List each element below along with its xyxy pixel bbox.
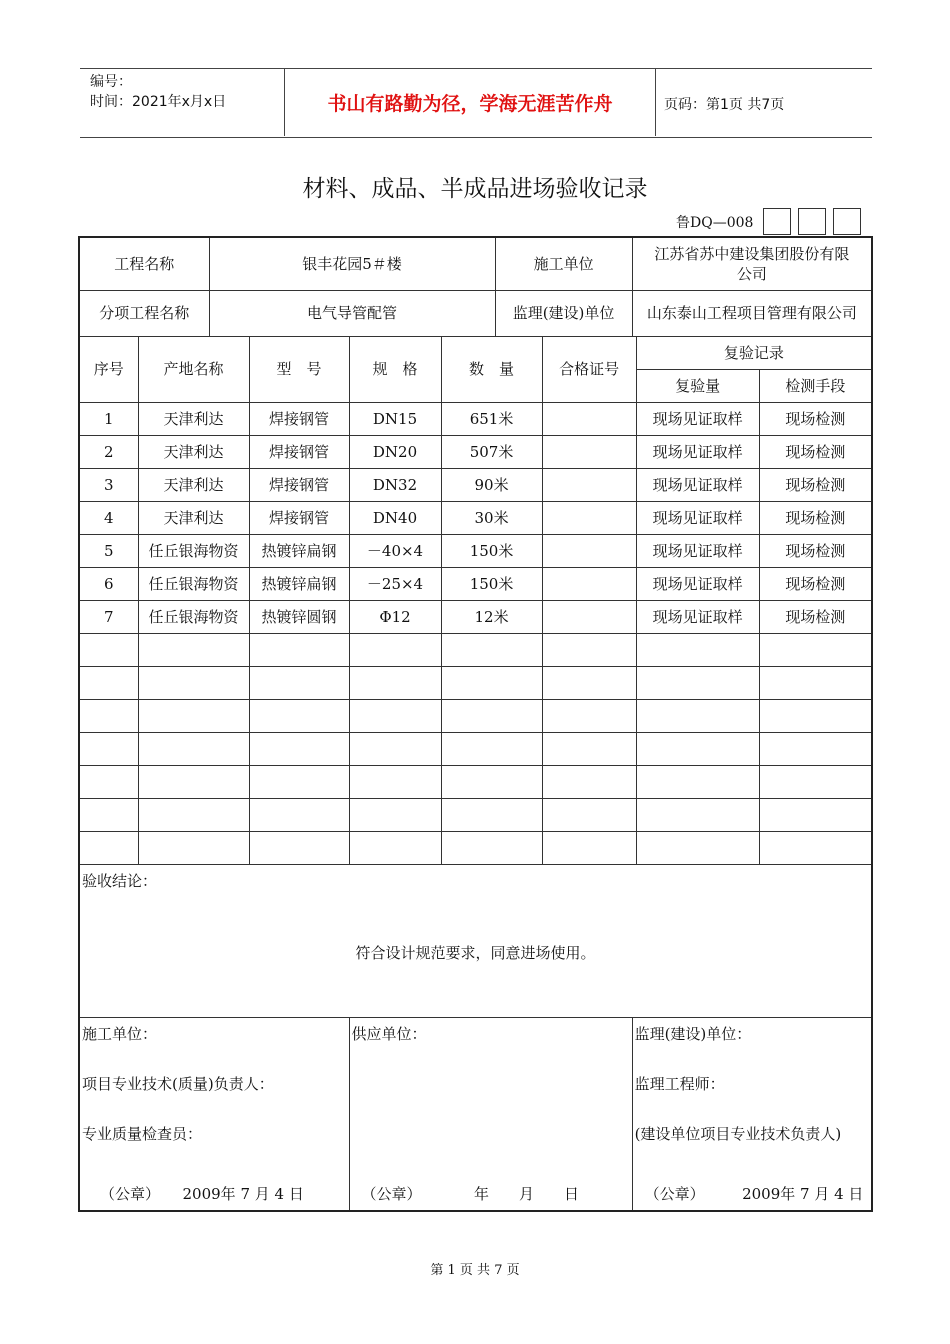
page-footer: 第 1 页 共 7 页 <box>430 1263 520 1278</box>
cell-spec: DN20 <box>349 435 441 468</box>
cell-seq: 6 <box>79 567 138 600</box>
cell-qty: 150米 <box>441 534 542 567</box>
cell-model: 热镀锌圆钢 <box>249 600 349 633</box>
column-header-row-1 <box>79 336 872 369</box>
cell-model: 热镀锌扁钢 <box>249 567 349 600</box>
empty-row <box>79 699 872 732</box>
cell-origin: 天津利达 <box>138 402 249 435</box>
contractor-value: 江苏省苏中建设集团股份有限公司 <box>632 237 872 290</box>
cell-recheck-qty: 现场见证取样 <box>636 567 759 600</box>
supervisor-signature <box>632 1017 872 1211</box>
cell-method: 现场检测 <box>759 435 872 468</box>
cell-qty: 507米 <box>441 435 542 468</box>
code-box-3 <box>833 208 861 235</box>
cell-cert <box>542 501 636 534</box>
cell-method: 现场检测 <box>759 534 872 567</box>
cell-origin: 任丘银海物资 <box>138 534 249 567</box>
empty-row <box>79 765 872 798</box>
empty-row <box>79 633 872 666</box>
number-label: 编号： <box>90 74 132 90</box>
supervisor-seal: （公章） 2009年 7 月 4 日 <box>644 1184 864 1203</box>
cell-cert <box>542 402 636 435</box>
table-row <box>79 534 872 567</box>
project-name-label: 工程名称 <box>79 237 209 290</box>
cell-method: 现场检测 <box>759 501 872 534</box>
acceptance-table <box>78 236 873 1212</box>
cell-origin: 天津利达 <box>138 501 249 534</box>
time-label: 时间：2021年x月x日 <box>90 94 227 110</box>
contractor-signature <box>79 1017 349 1211</box>
supervisor-sig-line2: (建设单位项目专业技术负责人) <box>634 1124 842 1143</box>
empty-row <box>79 831 872 864</box>
cell-cert <box>542 435 636 468</box>
contractor-sig-line1: 项目专业技术(质量)负责人： <box>82 1074 274 1093</box>
col-seq: 序号 <box>79 336 138 402</box>
header-page-label: 页码：第1页 共7页 <box>664 97 785 113</box>
supervisor-sig-title: 监理(建设)单位： <box>634 1024 752 1043</box>
cell-cert <box>542 534 636 567</box>
table-row <box>79 501 872 534</box>
cell-model: 焊接钢管 <box>249 435 349 468</box>
cell-seq: 1 <box>79 402 138 435</box>
cell-method: 现场检测 <box>759 567 872 600</box>
cell-qty: 90米 <box>441 468 542 501</box>
cell-cert <box>542 567 636 600</box>
cell-recheck-qty: 现场见证取样 <box>636 534 759 567</box>
cell-spec: －25×4 <box>349 567 441 600</box>
table-row <box>79 567 872 600</box>
cell-recheck-qty: 现场见证取样 <box>636 600 759 633</box>
col-origin: 产地名称 <box>138 336 249 402</box>
cell-model: 焊接钢管 <box>249 468 349 501</box>
cell-method: 现场检测 <box>759 600 872 633</box>
contractor-label: 施工单位 <box>495 237 632 290</box>
document-title: 材料、成品、半成品进场验收记录 <box>302 176 648 202</box>
supplier-seal: （公章） 年 月 日 <box>361 1184 580 1203</box>
supervisor-sig-line1: 监理工程师： <box>634 1074 725 1093</box>
col-recheck: 复验记录 <box>636 336 872 369</box>
table-row <box>79 600 872 633</box>
cell-origin: 任丘银海物资 <box>138 567 249 600</box>
cell-qty: 150米 <box>441 567 542 600</box>
cell-qty: 12米 <box>441 600 542 633</box>
conclusion-label: 验收结论： <box>82 871 158 890</box>
col-cert: 合格证号 <box>542 336 636 402</box>
empty-row <box>79 732 872 765</box>
project-row <box>79 237 872 290</box>
conclusion-text: 符合设计规范要求，同意进场使用。 <box>355 943 596 962</box>
cell-recheck-qty: 现场见证取样 <box>636 501 759 534</box>
cell-method: 现场检测 <box>759 402 872 435</box>
col-spec: 规 格 <box>349 336 441 402</box>
col-qty: 数 量 <box>441 336 542 402</box>
form-code: 鲁DQ—008 <box>676 215 754 231</box>
subproject-row <box>79 290 872 336</box>
code-box-2 <box>798 208 826 235</box>
header-motto: 书山有路勤为径，学海无涯苦作舟 <box>284 68 656 136</box>
contractor-sig-line2: 专业质量检查员： <box>82 1124 203 1143</box>
col-method: 检测手段 <box>759 369 872 402</box>
cell-origin: 天津利达 <box>138 435 249 468</box>
cell-model: 焊接钢管 <box>249 501 349 534</box>
cell-spec: Φ12 <box>349 600 441 633</box>
subproject-value: 电气导管配管 <box>209 290 495 336</box>
cell-recheck-qty: 现场见证取样 <box>636 402 759 435</box>
contractor-seal: （公章） 2009年 7 月 4 日 <box>100 1184 304 1203</box>
cell-origin: 天津利达 <box>138 468 249 501</box>
table-row <box>79 435 872 468</box>
table-row <box>79 468 872 501</box>
cell-model: 焊接钢管 <box>249 402 349 435</box>
cell-recheck-qty: 现场见证取样 <box>636 468 759 501</box>
table-row <box>79 402 872 435</box>
cell-spec: DN15 <box>349 402 441 435</box>
empty-row <box>79 666 872 699</box>
subproject-label: 分项工程名称 <box>79 290 209 336</box>
supervisor-value: 山东泰山工程项目管理有限公司 <box>632 290 872 336</box>
cell-spec: DN40 <box>349 501 441 534</box>
cell-spec: －40×4 <box>349 534 441 567</box>
supplier-signature <box>349 1017 632 1211</box>
supervisor-label: 监理(建设)单位 <box>495 290 632 336</box>
cell-qty: 651米 <box>441 402 542 435</box>
conclusion-row <box>79 864 872 1017</box>
empty-row <box>79 798 872 831</box>
contractor-sig-title: 施工单位： <box>82 1024 158 1043</box>
cell-seq: 3 <box>79 468 138 501</box>
code-box-1 <box>763 208 791 235</box>
cell-cert <box>542 468 636 501</box>
cell-seq: 2 <box>79 435 138 468</box>
cell-cert <box>542 600 636 633</box>
conclusion-cell <box>79 864 872 1017</box>
cell-model: 热镀锌扁钢 <box>249 534 349 567</box>
cell-seq: 7 <box>79 600 138 633</box>
cell-qty: 30米 <box>441 501 542 534</box>
supplier-sig-title: 供应单位： <box>351 1024 427 1043</box>
col-model: 型 号 <box>249 336 349 402</box>
header-meta <box>90 72 226 112</box>
cell-recheck-qty: 现场见证取样 <box>636 435 759 468</box>
cell-seq: 4 <box>79 501 138 534</box>
cell-seq: 5 <box>79 534 138 567</box>
project-name-value: 银丰花园5＃楼 <box>209 237 495 290</box>
signature-row <box>79 1017 872 1211</box>
cell-spec: DN32 <box>349 468 441 501</box>
col-recheck-qty: 复验量 <box>636 369 759 402</box>
cell-method: 现场检测 <box>759 468 872 501</box>
cell-origin: 任丘银海物资 <box>138 600 249 633</box>
